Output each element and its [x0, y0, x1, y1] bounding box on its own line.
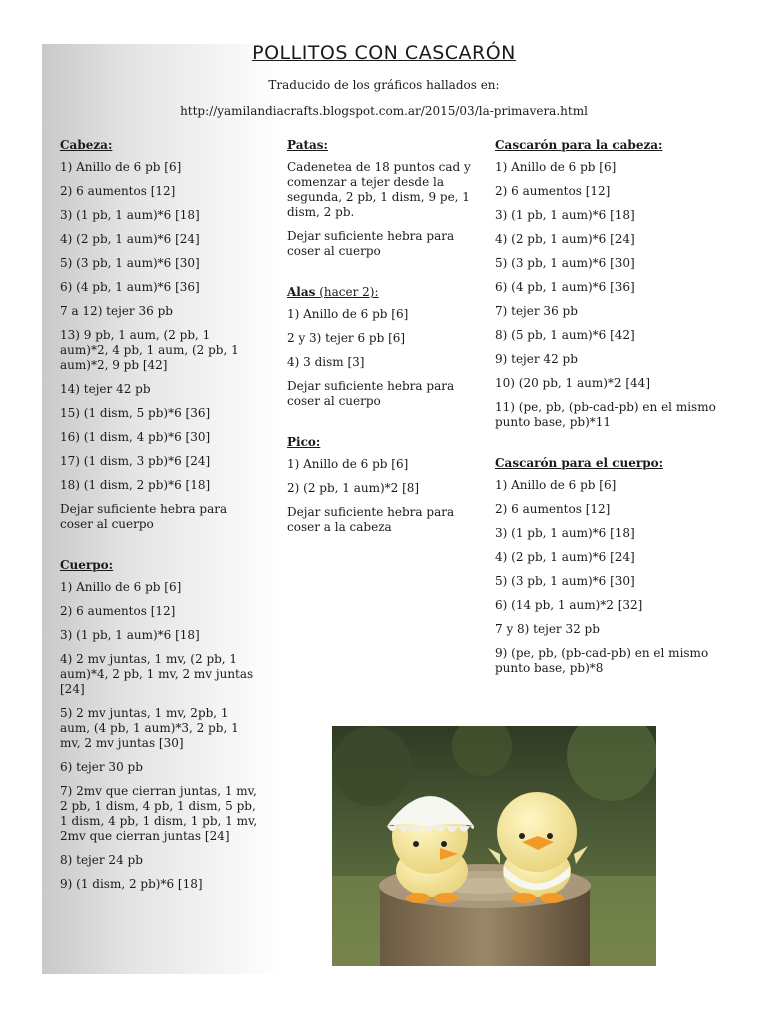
chicks-illustration: [332, 726, 656, 966]
section-cascaron-cuerpo: [495, 456, 735, 676]
list-item: 6) (4 pb, 1 aum)*6 [36]: [60, 280, 200, 294]
list-item: 7) 2mv que cierran juntas, 1 mv, 2 pb, 1 dism, 4 pb, 1 dism, 5 pb, 1 dism, 4 pb, 1 dism, 1 pb, 1 mv, 2mv que cierran juntas [24]: [60, 784, 258, 843]
list-item: 7 y 8) tejer 32 pb: [495, 622, 600, 636]
list-item: 17) (1 dism, 3 pb)*6 [24]: [60, 454, 211, 468]
list-item: 14) tejer 42 pb: [60, 382, 151, 396]
section-title-cabeza: Cabeza:: [60, 138, 113, 152]
list-item: 8) tejer 24 pb: [60, 853, 143, 867]
page-title: POLLITOS CON CASCARÓN: [252, 42, 516, 64]
list-item: 5) 2 mv juntas, 1 mv, 2pb, 1 aum, (4 pb, 1 aum)*3, 2 pb, 1 mv, 2 mv juntas [30]: [60, 706, 239, 750]
list-item: 18) (1 dism, 2 pb)*6 [18]: [60, 478, 211, 492]
list-item: 6) tejer 30 pb: [60, 760, 143, 774]
list-item: 3) (1 pb, 1 aum)*6 [18]: [495, 526, 635, 540]
list-item: Dejar suficiente hebra para coser al cuerpo: [287, 379, 455, 408]
list-item: 1) Anillo de 6 pb [6]: [495, 160, 617, 174]
list-item: 8) (5 pb, 1 aum)*6 [42]: [495, 328, 635, 342]
list-item: 9) (pe, pb, (pb-cad-pb) en el mismo punto base, pb)*8: [495, 646, 709, 675]
right-column: [495, 138, 735, 685]
list-item: 1) Anillo de 6 pb [6]: [287, 457, 409, 471]
list-item: 3) (1 pb, 1 aum)*6 [18]: [60, 208, 200, 222]
list-item: 16) (1 dism, 4 pb)*6 [30]: [60, 430, 211, 444]
list-item: 3) (1 pb, 1 aum)*6 [18]: [60, 628, 200, 642]
section-title-cascaron-cuerpo: Cascarón para el cuerpo:: [495, 456, 664, 470]
list-item: 7 a 12) tejer 36 pb: [60, 304, 173, 318]
list-item: 2) 6 aumentos [12]: [60, 184, 176, 198]
section-patas: [287, 138, 473, 259]
section-title-pico: Pico:: [287, 435, 321, 449]
list-item: 15) (1 dism, 5 pb)*6 [36]: [60, 406, 211, 420]
list-item: 4) (2 pb, 1 aum)*6 [24]: [495, 550, 635, 564]
list-item: 5) (3 pb, 1 aum)*6 [30]: [495, 256, 635, 270]
list-item: 9) tejer 42 pb: [495, 352, 578, 366]
list-item: 1) Anillo de 6 pb [6]: [287, 307, 409, 321]
list-item: Dejar suficiente hebra para coser al cuerpo: [60, 502, 228, 531]
list-item: 2) (2 pb, 1 aum)*2 [8]: [287, 481, 420, 495]
section-cascaron-cabeza: [495, 138, 735, 430]
list-item: 6) (14 pb, 1 aum)*2 [32]: [495, 598, 643, 612]
section-alas: [287, 285, 473, 409]
list-item: 1) Anillo de 6 pb [6]: [60, 580, 182, 594]
list-item: 9) (1 dism, 2 pb)*6 [18]: [60, 877, 203, 891]
list-item: 7) tejer 36 pb: [495, 304, 578, 318]
list-item: 3) (1 pb, 1 aum)*6 [18]: [495, 208, 635, 222]
list-item: 5) (3 pb, 1 aum)*6 [30]: [60, 256, 200, 270]
list-item: 2 y 3) tejer 6 pb [6]: [287, 331, 406, 345]
middle-column: [287, 138, 473, 544]
list-item: 6) (4 pb, 1 aum)*6 [36]: [495, 280, 635, 294]
section-title-patas: Patas:: [287, 138, 328, 152]
section-title-cuerpo: Cuerpo:: [60, 558, 114, 572]
list-item: 1) Anillo de 6 pb [6]: [495, 478, 617, 492]
source-url: http://yamilandiacrafts.blogspot.com.ar/2015/03/la-primavera.html: [180, 104, 588, 118]
list-item: 4) (2 pb, 1 aum)*6 [24]: [495, 232, 635, 246]
section-title-alas-main: Alas: [287, 285, 316, 299]
list-item: 1) Anillo de 6 pb [6]: [60, 160, 182, 174]
list-item: 4) 2 mv juntas, 1 mv, (2 pb, 1 aum)*4, 2 pb, 1 mv, 2 mv juntas [24]: [60, 652, 254, 696]
section-cabeza: [60, 138, 260, 532]
section-title-alas: [287, 285, 473, 300]
list-item: 5) (3 pb, 1 aum)*6 [30]: [495, 574, 635, 588]
list-item: 2) 6 aumentos [12]: [495, 184, 611, 198]
list-item: 2) 6 aumentos [12]: [60, 604, 176, 618]
list-item: Cadenetea de 18 puntos cad y comenzar a tejer desde la segunda, 2 pb, 1 dism, 9 pe, 1 dism, 2 pb.: [287, 160, 471, 219]
list-item: 4) (2 pb, 1 aum)*6 [24]: [60, 232, 200, 246]
list-item: Dejar suficiente hebra para coser al cuerpo: [287, 229, 455, 258]
chicks-photo: [332, 726, 656, 966]
list-item: 10) (20 pb, 1 aum)*2 [44]: [495, 376, 650, 390]
section-pico: [287, 435, 473, 535]
left-column: [60, 138, 260, 901]
list-item: Dejar suficiente hebra para coser a la cabeza: [287, 505, 455, 534]
section-cuerpo: [60, 558, 260, 892]
list-item: 11) (pe, pb, (pb-cad-pb) en el mismo punto base, pb)*11: [495, 400, 716, 429]
list-item: 2) 6 aumentos [12]: [495, 502, 611, 516]
page-subtitle: Traducido de los gráficos hallados en:: [268, 78, 500, 92]
section-title-alas-suffix: (hacer 2):: [315, 285, 379, 299]
list-item: 13) 9 pb, 1 aum, (2 pb, 1 aum)*2, 4 pb, 1 aum, (2 pb, 1 aum)*2, 9 pb [42]: [60, 328, 239, 372]
list-item: 4) 3 dism [3]: [287, 355, 365, 369]
section-title-cascaron-cabeza: Cascarón para la cabeza:: [495, 138, 663, 152]
